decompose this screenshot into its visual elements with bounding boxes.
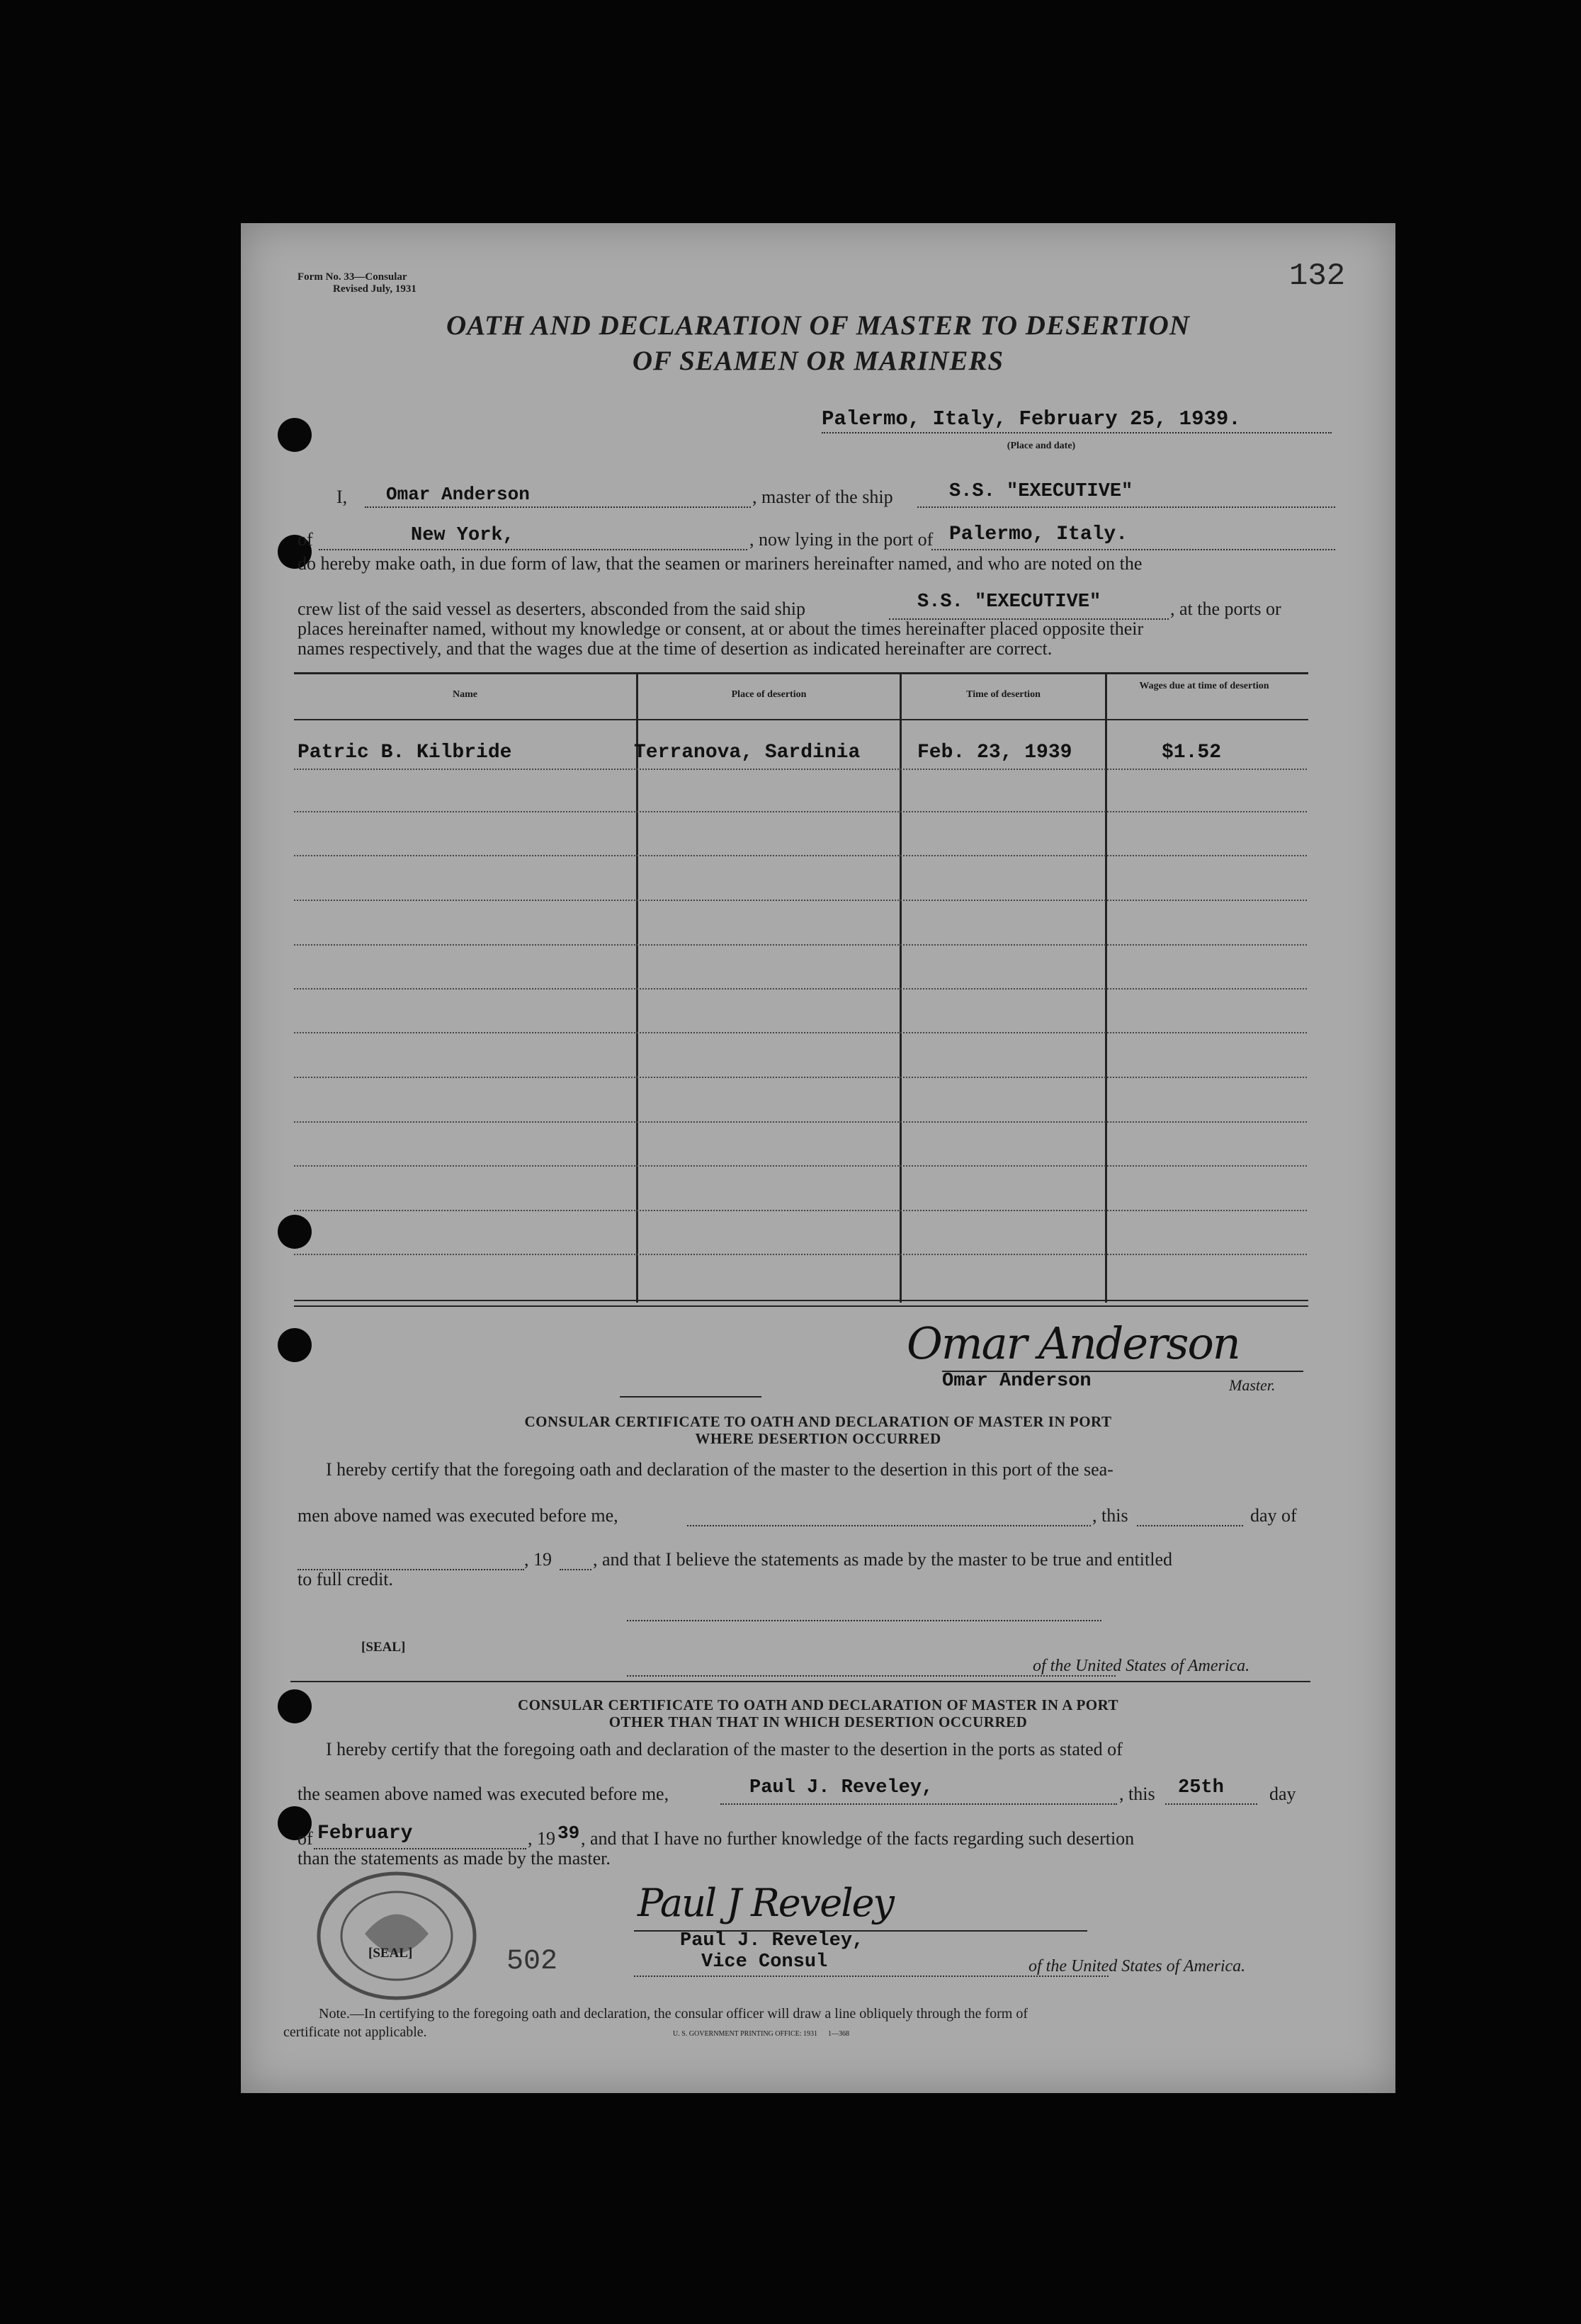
cert1-line-3a: , 19 (524, 1549, 552, 1570)
current-port: Palermo, Italy. (949, 523, 1128, 545)
table-row-rule (294, 1032, 1307, 1033)
master-signature: Omar Anderson (907, 1317, 1240, 1369)
home-port: New York, (411, 525, 514, 546)
header-name: Name (453, 689, 477, 700)
row-time: Feb. 23, 1939 (917, 742, 1072, 764)
table-top-rule (294, 672, 1308, 674)
stamp-number: 502 (506, 1946, 558, 1978)
header-wages: Wages due at time of desertion (1139, 681, 1269, 691)
oath-line-3: do hereby make oath, in due form of law, that the seamen or mariners hereinafter named, and who are noted on the (298, 553, 1143, 574)
cert1-heading-line-1: CONSULAR CERTIFICATE TO OATH AND DECLARATION OF MASTER IN PORT (524, 1413, 1112, 1430)
vice-consul-signature: Paul J Reveley (638, 1881, 893, 1925)
table-bottom-rule (294, 1300, 1308, 1301)
cert1-line-2a: men above named was executed before me, (298, 1505, 618, 1526)
place-date-caption: (Place and date) (1007, 441, 1076, 451)
cert2-line-3b: , and that I have no further knowledge of the facts regarding such desertion (581, 1828, 1135, 1849)
cert2-officer: Paul J. Reveley, (749, 1777, 934, 1798)
cert1-month-line (298, 1549, 524, 1570)
cert1-line-3b: , and that I believe the statements as made by the master to be true and entitled (593, 1549, 1172, 1570)
cert2-heading-line-2: OTHER THAN THAT IN WHICH DESERTION OCCURRED (608, 1713, 1028, 1730)
cert2-line-4: than the statements as made by the master. (298, 1848, 611, 1869)
cert1-day-line (1137, 1505, 1243, 1526)
cert2-month: February (317, 1823, 413, 1844)
oath-line-6: names respectively, and that the wages due at the time of desertion as indicated hereinafter are correct. (298, 638, 1053, 659)
cert2-heading-line-1: CONSULAR CERTIFICATE TO OATH AND DECLARATION OF MASTER IN A PORT (517, 1696, 1119, 1713)
lying-label: , now lying in the port of (749, 529, 934, 550)
punch-hole (278, 1328, 312, 1362)
table-column-divider (1105, 672, 1107, 1303)
ship-name: S.S. "EXECUTIVE" (949, 481, 1133, 502)
punch-hole (278, 418, 312, 452)
oath-line-5: places hereinafter named, without my knowledge or consent, at or about the times hereinafter placed opposite their (298, 618, 1144, 639)
cert1-seal: [SEAL] (361, 1640, 406, 1655)
title-line-2: OF SEAMEN OR MARINERS (632, 346, 1004, 376)
revised-date: Revised July, 1931 (333, 283, 416, 295)
consulate-stamp (305, 1866, 496, 2001)
cert1-signature-line (627, 1619, 1101, 1621)
master-typed-name: Omar Anderson (942, 1371, 1092, 1392)
cert1-line-1: I hereby certify that the foregoing oath and declaration of the master to the desertion in this port of the sea- (326, 1459, 1114, 1480)
form-document (241, 223, 1395, 2093)
master-name: Omar Anderson (386, 484, 530, 505)
cert2-year-prefix: , 19 (528, 1828, 555, 1849)
footer-note-line-1: Note.—In certifying to the foregoing oath and declaration, the consular officer will draw a line obliquely through the form of (319, 2006, 1028, 2022)
table-column-divider (636, 672, 638, 1303)
row-place: Terranova, Sardinia (634, 742, 861, 764)
place-date-value: Palermo, Italy, February 25, 1939. (822, 407, 1332, 433)
cert1-line-2c: day of (1250, 1505, 1297, 1526)
table-row-rule (294, 1121, 1307, 1123)
vice-consul-typed-name: Paul J. Reveley, (680, 1930, 864, 1951)
table-row-rule (294, 988, 1307, 990)
master-title: Master. (1229, 1376, 1276, 1394)
table-row-rule (294, 855, 1307, 856)
vice-consul-title: Vice Consul (701, 1951, 828, 1973)
row-wages: $1.52 (1162, 742, 1222, 764)
cert1-heading-line-2: WHERE DESERTION OCCURRED (695, 1430, 941, 1447)
cert2-year: 39 (557, 1823, 580, 1844)
table-row-rule (294, 1210, 1307, 1211)
cert2-seal: [SEAL] (368, 1946, 413, 1961)
cert2-line-2b: , this (1119, 1784, 1155, 1804)
table-bottom-rule (294, 1305, 1308, 1307)
oath-i-label: I, (336, 487, 348, 507)
home-port-line (319, 529, 747, 550)
oath-of-label: of (298, 529, 313, 550)
punch-hole (278, 1215, 312, 1249)
table-row-rule (294, 1165, 1307, 1167)
cert2-line-2c: day (1269, 1784, 1296, 1804)
oath-line-4-prefix: crew list of the said vessel as deserters, absconded from the said ship (298, 599, 805, 619)
cert1-officer-line (687, 1505, 1091, 1526)
header-time: Time of desertion (966, 689, 1041, 700)
section-divider (290, 1681, 1310, 1682)
table-row-rule (294, 900, 1307, 901)
header-place: Place of desertion (731, 689, 807, 700)
cert1-heading (241, 1413, 1395, 1447)
form-number-text: Form No. 33—Consular (298, 271, 407, 283)
printing-office: U. S. GOVERNMENT PRINTING OFFICE: 1931 1—368 (673, 2030, 849, 2038)
cert2-heading (241, 1696, 1395, 1730)
cert1-line-4: to full credit. (298, 1569, 394, 1589)
cert1-line-2b: , this (1092, 1505, 1128, 1526)
table-row-rule (294, 1077, 1307, 1078)
title-line-1: OATH AND DECLARATION OF MASTER TO DESERTION (446, 310, 1190, 341)
master-of-ship-label: , master of the ship (752, 487, 893, 507)
cert2-line-2a: the seamen above named was executed before me, (298, 1784, 669, 1804)
cert2-line-1: I hereby certify that the foregoing oath and declaration of the master to the desertion in the ports as stated of (326, 1739, 1123, 1759)
cert1-of-usa: of the United States of America. (1033, 1657, 1250, 1675)
ship-name-2: S.S. "EXECUTIVE" (917, 591, 1101, 613)
cert2-of-usa: of the United States of America. (1028, 1957, 1246, 1976)
footer-note-line-2: certificate not applicable. (283, 2024, 427, 2040)
table-row-rule (294, 944, 1307, 946)
cert2-of: of (298, 1828, 313, 1849)
cert2-day: 25th (1178, 1777, 1224, 1798)
table-header-rule (294, 719, 1308, 720)
table-row-rule (294, 1254, 1307, 1255)
document-title (241, 308, 1395, 379)
form-number (298, 271, 416, 295)
section-divider (620, 1396, 761, 1398)
cert1-year-line (560, 1549, 591, 1570)
oath-line-4-suffix: , at the ports or (1170, 599, 1281, 619)
page-number: 132 (1289, 259, 1346, 294)
table-column-divider (900, 672, 902, 1303)
table-row-rule (294, 811, 1307, 812)
row-name: Patric B. Kilbride (298, 742, 512, 764)
table-row-rule (294, 769, 1307, 770)
